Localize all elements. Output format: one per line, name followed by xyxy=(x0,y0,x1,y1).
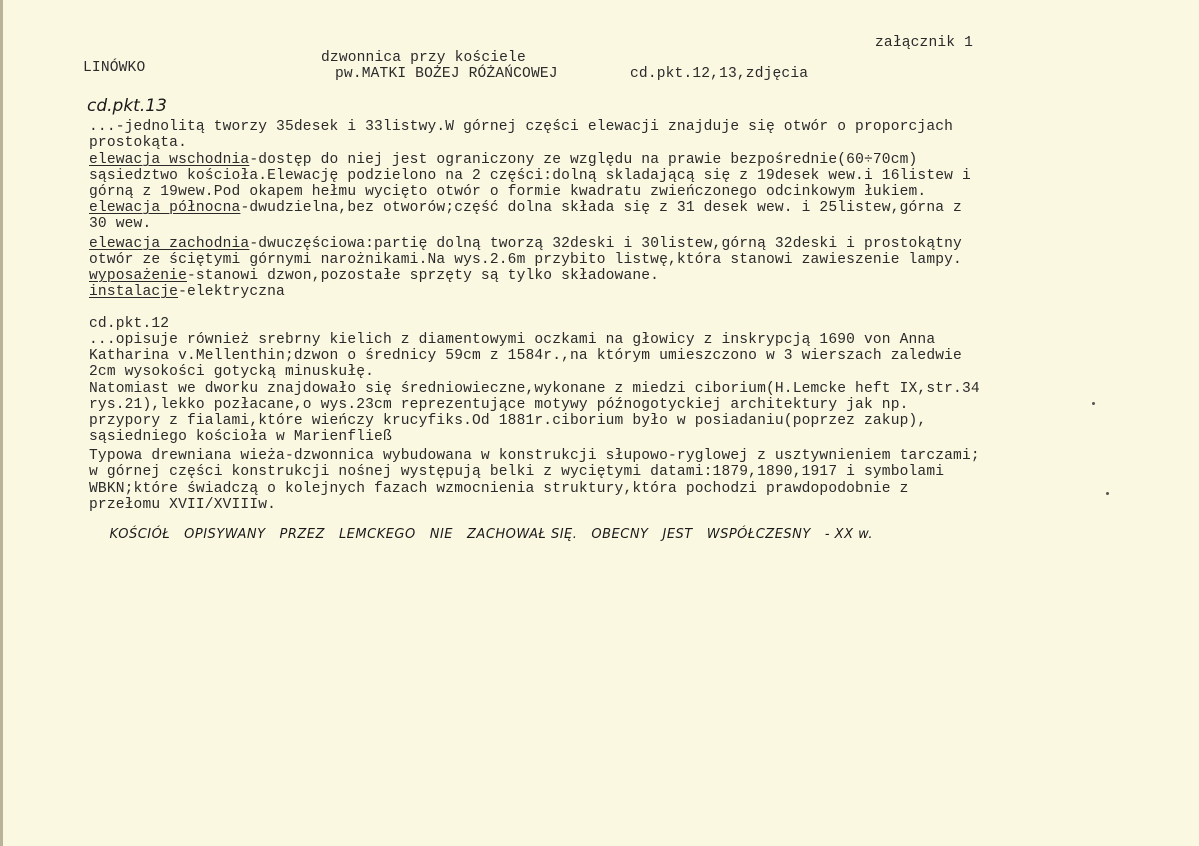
text-line: otwór ze ściętymi górnymi narożnikami.Na wys.2.6m przybito listwę,która stanowi zawieszenie lampy. xyxy=(89,252,962,268)
text-line: ...opisuje również srebrny kielich z diamentowymi oczkami na głowicy z inskrypcją 1690 von Anna xyxy=(89,332,936,348)
text-line: sąsiedztwo kościoła.Elewację podzielono na 2 części:dolną skladającą się z 19desek wew.i 16listew i xyxy=(89,168,971,184)
text-line: 2cm wysokości gotycką minuskułę. xyxy=(89,364,375,380)
text-line: przełomu XVII/XVIIIw. xyxy=(89,497,277,513)
subheading-west: elewacja zachodnia xyxy=(89,236,250,252)
text-line: elewacja północna-dwudzielna,bez otworów;część dolna składa się z 31 desek wew. i 25listew,górna z xyxy=(89,200,962,216)
text-line: rys.21),lekko pozłacane,o wys.23cm reprezentujące motywy późnogotyckiej architektury jak np. xyxy=(89,397,909,413)
object-title-line2: pw.MATKI BOŻEJ RÓŻAŃCOWEJ xyxy=(335,66,558,82)
text-line: górną z 19wew.Pod okapem hełmu wycięto otwór o formie kwadratu zwieńczonego odcinkowym łukiem. xyxy=(89,184,927,200)
subheading-equipment: wyposażenie xyxy=(89,268,187,284)
text-line: Natomiast we dworku znajdowało się średniowieczne,wykonane z miedzi ciborium(H.Lemcke heft IX,str.34 xyxy=(89,381,980,397)
text-line: Typowa drewniana wieża-dzwonnica wybudowana w konstrukcji słupowo-ryglowej z usztywnieniem tarczami; xyxy=(89,448,980,464)
subheading-north: elewacja północna xyxy=(89,200,241,216)
subheading-installations: instalacje xyxy=(89,284,179,300)
paper-speck xyxy=(1106,492,1109,495)
text-line: w górnej części konstrukcji nośnej występują belki z wyciętymi datami:1879,1890,1917 i symbolami xyxy=(89,464,945,480)
paper-speck xyxy=(1092,402,1095,405)
attachment-label: załącznik 1 xyxy=(875,35,973,51)
subheading-east: elewacja wschodnia xyxy=(89,152,250,168)
text-line: wyposażenie-stanowi dzwon,pozostałe sprzęty są tylko składowane. xyxy=(89,268,660,284)
text-line: elewacja zachodnia-dwuczęściowa:partię dolną tworzą 32deski i 30listew,górną 32deski i prostokątny xyxy=(89,236,962,252)
text-line: instalacje-elektryczna xyxy=(89,284,285,300)
text-line: elewacja wschodnia-dostęp do niej jest ograniczony ze względu na prawie bezpośrednie(60÷70cm) xyxy=(89,152,918,168)
text-line: prostokąta. xyxy=(89,135,187,151)
text-line: Katharina v.Mellenthin;dzwon o średnicy 59cm z 1584r.,na którym umieszczono w 3 wierszach zaledwie xyxy=(89,348,962,364)
text-line: WBKN;które świadczą o kolejnych fazach wzmocnienia struktury,która pochodzi prawdopodobnie z xyxy=(89,481,909,497)
handwritten-note: KOŚCIÓŁ OPISYWANY PRZEZ LEMCKEGO NIE ZACHOWAŁ SIĘ. OBECNY JEST WSPÓŁCZESNY - XX w. xyxy=(109,527,874,542)
place-name: LINÓWKO xyxy=(83,60,146,76)
section-heading-12: cd.pkt.12 xyxy=(89,316,170,332)
text-line: ...-jednolitą tworzy 35desek i 33listwy.W górnej części elewacji znajduje się otwór o proporcjach xyxy=(89,119,954,135)
text-line: 30 wew. xyxy=(89,216,152,232)
reference: cd.pkt.12,13,zdjęcia xyxy=(630,66,809,82)
text-line: sąsiedniego kościoła w Marienfließ xyxy=(89,429,392,445)
object-title-line1: dzwonnica przy kościele xyxy=(321,50,526,66)
text-line: przypory z fialami,które wieńczy krucyfiks.Od 1881r.ciborium było w posiadaniu(poprzez zakup), xyxy=(89,413,927,429)
handwritten-heading-13: cd.pkt.13 xyxy=(87,96,167,116)
